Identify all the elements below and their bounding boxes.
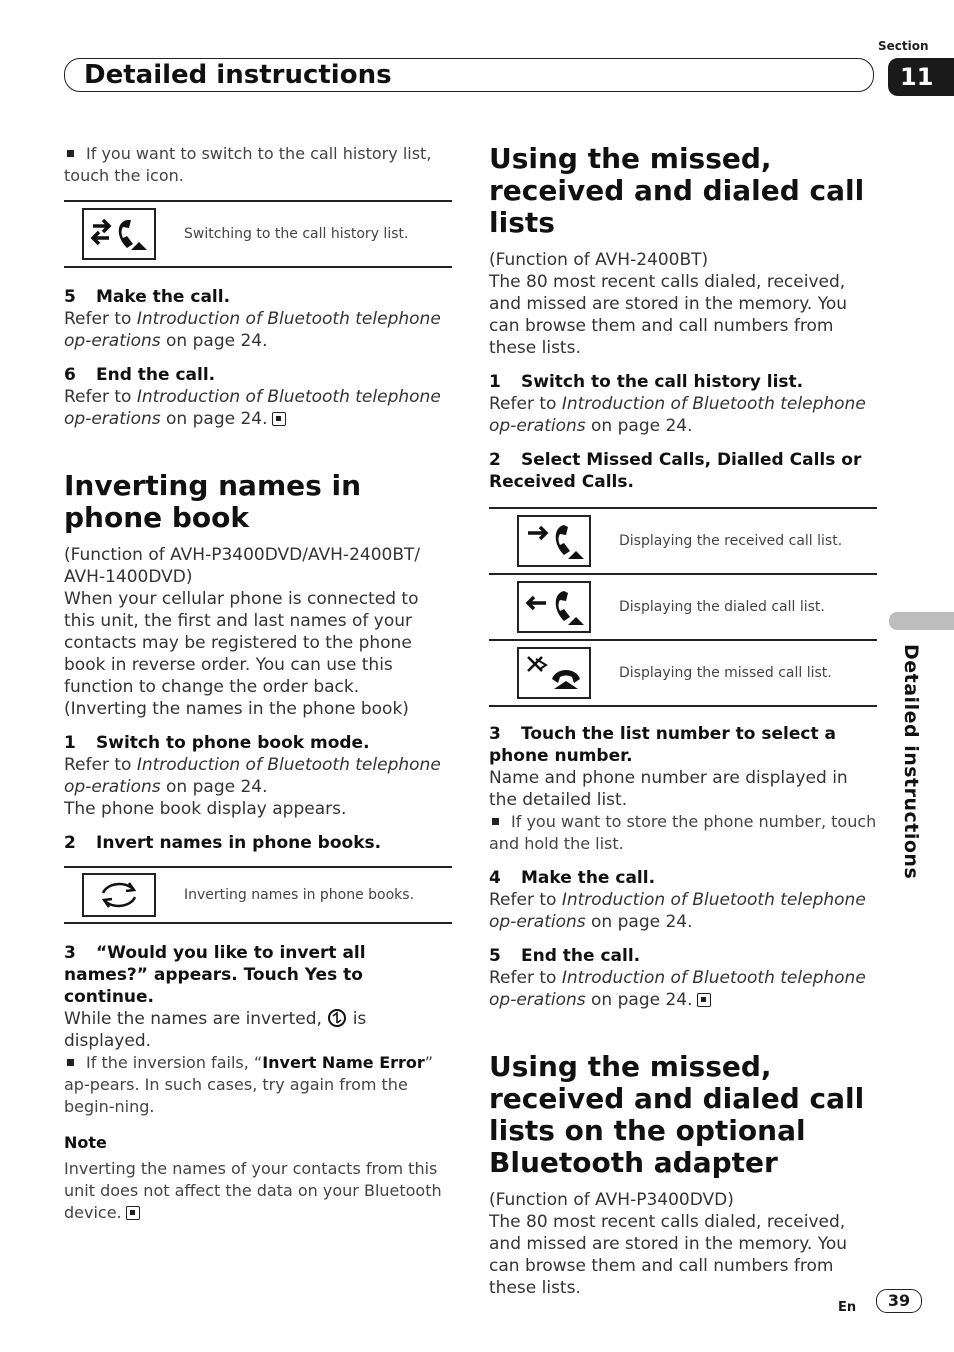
invert-names-icon bbox=[82, 873, 156, 917]
invert-step-3-body: While the names are inverted, is displayed. bbox=[64, 1009, 367, 1051]
call-step-3-body: Name and phone number are displayed in the detailed list. bbox=[489, 768, 848, 810]
right-column bbox=[489, 143, 877, 1299]
inverted-indicator-icon bbox=[327, 1008, 347, 1028]
section-number-tab: 11 bbox=[888, 58, 954, 96]
adapter-function: (Function of AVH-P3400DVD) bbox=[489, 1190, 734, 1210]
left-column bbox=[64, 143, 452, 1224]
received-row bbox=[489, 509, 877, 573]
call-history-icon bbox=[82, 208, 156, 260]
bullet-square bbox=[67, 150, 74, 157]
invert-paren: (Inverting the names in the phone book) bbox=[64, 699, 409, 719]
dialed-desc: Displaying the dialed call list. bbox=[619, 599, 825, 615]
call-lists-body: The 80 most recent calls dialed, received, and missed are stored in the memory. You can browse them and call numbers from these lists. bbox=[489, 272, 848, 358]
call-step-3: 3 Touch the list number to select a phone number. bbox=[489, 724, 836, 766]
bullet-switch-history: If you want to switch to the call history list, touch the icon. bbox=[64, 144, 432, 185]
step-5-make-call: 5 Make the call. bbox=[64, 287, 231, 307]
invert-step-2: 2 Invert names in phone books. bbox=[64, 833, 382, 853]
call-step-5: 5 End the call. bbox=[489, 946, 641, 966]
page-title: Detailed instructions bbox=[84, 60, 392, 90]
call-lists-function: (Function of AVH-2400BT) bbox=[489, 250, 709, 270]
history-icon-table bbox=[64, 200, 452, 268]
step-6-ref: Refer to Introduction of Bluetooth telephone op-erations on page 24. bbox=[64, 387, 441, 429]
step-5-ref: Refer to Introduction of Bluetooth telephone op-erations on page 24. bbox=[64, 309, 441, 351]
received-call-icon bbox=[517, 515, 591, 567]
received-desc: Displaying the received call list. bbox=[619, 533, 843, 549]
call-list-icon-table bbox=[489, 507, 877, 707]
missed-desc: Displaying the missed call list. bbox=[619, 665, 832, 681]
missed-call-icon bbox=[517, 647, 591, 699]
invert-step-1-extra: The phone book display appears. bbox=[64, 799, 347, 819]
call-step-4: 4 Make the call. bbox=[489, 868, 656, 888]
step-6-end-call: 6 End the call. bbox=[64, 365, 216, 385]
heading-inverting-names: Inverting names in phone book bbox=[64, 469, 362, 534]
note-body: Inverting the names of your contacts from this unit does not affect the data on your Bluetooth device. bbox=[64, 1159, 442, 1222]
call-step-4-ref: Refer to Introduction of Bluetooth telephone op-erations on page 24. bbox=[489, 890, 866, 932]
side-tab-label: Detailed instructions bbox=[900, 644, 922, 880]
invert-step-3: 3 “Would you like to invert all names?” appears. Touch Yes to continue. bbox=[64, 943, 366, 1007]
invert-function: (Function of AVH-P3400DVD/AVH-2400BT/ AVH-1400DVD) bbox=[64, 545, 421, 587]
adapter-body: The 80 most recent calls dialed, received, and missed are stored in the memory. You can browse them and call numbers from these lists. bbox=[489, 1212, 848, 1298]
language-label: En bbox=[838, 1300, 857, 1315]
page-number: 39 bbox=[876, 1289, 922, 1313]
section-label: Section bbox=[878, 39, 929, 53]
history-icon-row bbox=[64, 202, 452, 266]
side-tab-marker bbox=[889, 612, 954, 630]
call-step-2: 2 Select Missed Calls, Dialled Calls or Received Calls. bbox=[489, 450, 862, 492]
call-step-1: 1 Switch to the call history list. bbox=[489, 372, 804, 392]
heading-bluetooth-adapter: Using the missed, received and dialed call lists on the optional Bluetooth adapter bbox=[489, 1050, 865, 1179]
end-mark-icon bbox=[126, 1206, 140, 1220]
dialed-call-icon bbox=[517, 581, 591, 633]
invert-step-1: 1 Switch to phone book mode. bbox=[64, 733, 370, 753]
invert-icon-table bbox=[64, 866, 452, 924]
call-step-1-ref: Refer to Introduction of Bluetooth telephone op-erations on page 24. bbox=[489, 394, 866, 436]
bullet-store-number: If you want to store the phone number, touch and hold the list. bbox=[489, 812, 877, 853]
invert-step-1-ref: Refer to Introduction of Bluetooth telephone op-erations on page 24. bbox=[64, 755, 441, 797]
bullet-inversion-fails: If the inversion fails, “Invert Name Error” ap-pears. In such cases, try again from the begin-ning. bbox=[64, 1053, 434, 1116]
note-title: Note bbox=[64, 1133, 107, 1152]
bullet-square bbox=[492, 818, 499, 825]
dialed-row bbox=[489, 573, 877, 639]
invert-body: When your cellular phone is connected to this unit, the first and last names of your contacts may be registered to the phone book in reverse order. You can use this function to change the order back. bbox=[64, 589, 419, 697]
heading-call-lists: Using the missed, received and dialed call lists bbox=[489, 142, 865, 239]
invert-icon-desc: Inverting names in phone books. bbox=[184, 887, 415, 903]
missed-row bbox=[489, 639, 877, 705]
end-mark-icon bbox=[697, 993, 711, 1007]
bullet-square bbox=[67, 1059, 74, 1066]
history-icon-desc: Switching to the call history list. bbox=[184, 226, 409, 242]
invert-icon-row bbox=[64, 868, 452, 922]
call-step-5-ref: Refer to Introduction of Bluetooth telephone op-erations on page 24. bbox=[489, 968, 866, 1010]
end-mark-icon bbox=[272, 412, 286, 426]
